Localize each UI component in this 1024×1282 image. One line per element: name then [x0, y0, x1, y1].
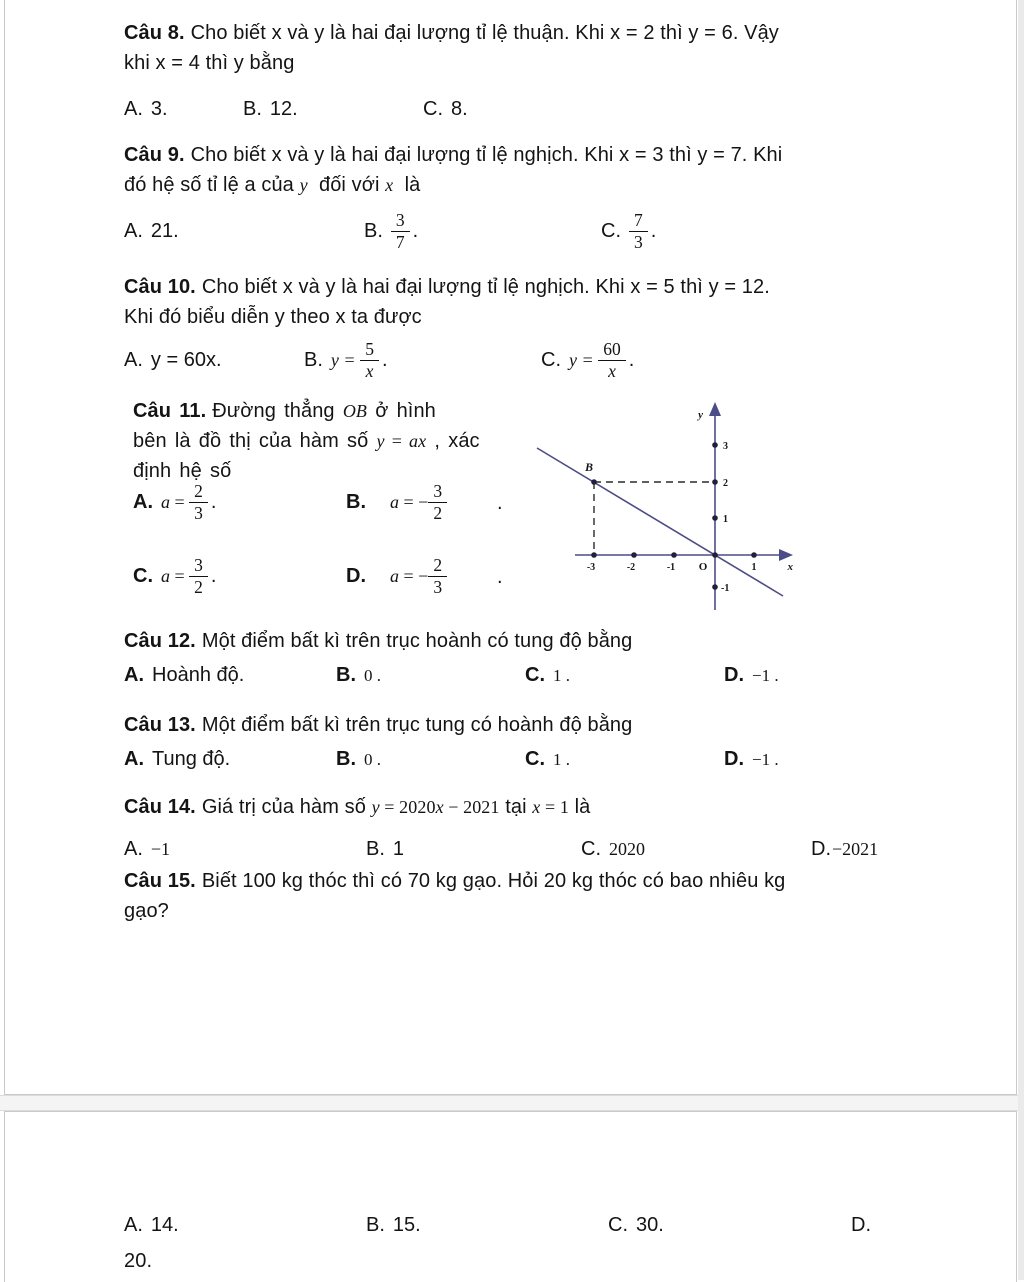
fraction: $\frac{60}{x}$ [598, 339, 626, 380]
svg-text:-1: -1 [721, 583, 730, 594]
question-8-text-line1: Cho biết x và y là hai đại lượng tỉ lệ thuận. Khi x = 2 thì y = 6. Vậy [190, 22, 779, 44]
option-b: B. 15. [366, 1214, 421, 1236]
y-axis-arrow-icon [709, 402, 721, 416]
question-14-label: Câu 14. [124, 796, 196, 818]
exam-page-1 [4, 0, 1017, 1095]
option-b: B. 0 . [336, 664, 381, 686]
fraction: $\frac{3}{2}$ [428, 481, 447, 522]
question-9-label: Câu 9. [124, 144, 185, 166]
trailing-period: . [497, 566, 503, 588]
question-8 [124, 18, 914, 78]
question-10: Câu 10. Cho biết x và y là hai đại lượng tỉ lệ nghịch. Khi x = 5 thì y = 12. Khi đó biểu diễn y theo x ta được [124, 276, 770, 328]
origin-label: O [698, 561, 708, 573]
svg-text:1: 1 [723, 514, 728, 525]
question-15-label: Câu 15. [124, 870, 196, 892]
option-a: A. 3. [124, 98, 168, 120]
fraction: $\frac{3}{7}$ [391, 210, 410, 251]
question-9-options [5, 202, 1018, 260]
fraction: $\frac{2}{3}$ [189, 481, 208, 522]
math-y: y [299, 175, 308, 195]
svg-text:1: 1 [751, 562, 757, 573]
option-b: B. a = − $\frac{3}{2}$ [346, 474, 447, 530]
question-12-label: Câu 12. [124, 630, 196, 652]
question-13: Câu 13. Một điểm bất kì trên trục tung có hoành độ bằng [124, 714, 633, 736]
option-c: C. 1 . [525, 748, 570, 770]
option-d: D. a = − $\frac{2}{3}$ [346, 548, 447, 604]
svg-text:-3: -3 [586, 562, 596, 573]
question-8-options [5, 98, 1018, 126]
question-13-label: Câu 13. [124, 714, 196, 736]
math-OB: OB [342, 401, 368, 421]
question-8-label: Câu 8. [124, 22, 185, 44]
x-axis-arrow-icon [779, 549, 793, 561]
option-d: D. [851, 1214, 871, 1236]
point-B [591, 479, 597, 485]
question-11-label: Câu 11. [133, 400, 207, 422]
option-b: B. 1 [366, 838, 405, 860]
trailing-period: . [497, 492, 503, 514]
question-15-options [5, 1214, 1018, 1242]
y-axis-label: y [698, 409, 703, 421]
option-c: C. 30. [608, 1214, 664, 1236]
question-11: Câu 11. Đường thẳng OB ở hình bên là đồ thị của hàm số y = ax , xác định hệ số [133, 400, 480, 482]
option-d: D.−2021 [811, 838, 879, 860]
svg-text:-2: -2 [626, 562, 636, 573]
exam-page-2 [4, 1111, 1017, 1282]
fraction: $\frac{7}{3}$ [629, 210, 648, 251]
option-b: B. 0 . [336, 748, 381, 770]
fraction: $\frac{2}{3}$ [428, 555, 447, 596]
option-c: C. a = $\frac{3}{2}$ . [133, 555, 217, 597]
x-axis-label: x [787, 561, 793, 573]
option-b: B. 12. [243, 98, 298, 120]
svg-text:2: 2 [723, 478, 728, 489]
option-a: A. y = 60x. [124, 348, 222, 371]
option-a: A. 21. [124, 219, 179, 242]
math-x: x [385, 175, 394, 195]
point-B-label: B [584, 460, 594, 474]
question-11-options-row2 [5, 548, 545, 604]
fraction: $\frac{5}{x}$ [360, 339, 379, 380]
option-c: C. y = $\frac{60}{x}$ . [541, 339, 635, 381]
option-c: C. 2020 [581, 838, 645, 860]
option-c: C. 8. [423, 98, 468, 120]
right-gutter [1018, 0, 1024, 1280]
option-d-value-wrapped: 20. [124, 1250, 153, 1272]
question-13-options [5, 748, 1018, 776]
page-separator [0, 1095, 1024, 1111]
option-d: D. −1 . [724, 748, 779, 770]
question-14: Câu 14. Giá trị của hàm số y = 2020x − 2021 tại x = 1 là [124, 796, 591, 818]
svg-text:-1: -1 [666, 562, 676, 573]
graph-figure [527, 400, 799, 614]
svg-text:3: 3 [723, 441, 728, 452]
question-15: Câu 15. Biết 100 kg thóc thì có 70 kg gạo. Hỏi 20 kg thóc có bao nhiêu kg gạo? [124, 870, 786, 922]
question-12-options [5, 664, 1018, 692]
question-12: Câu 12. Một điểm bất kì trên trục hoành có tung độ bằng [124, 630, 633, 652]
option-c: C. 1 . [525, 664, 570, 686]
question-8-text-line2: khi x = 4 thì y bằng [124, 52, 295, 74]
question-10-label: Câu 10. [124, 276, 196, 298]
line-OB [537, 448, 783, 596]
option-a: A. a = $\frac{2}{3}$ . [133, 481, 217, 523]
option-b: B. $\frac{3}{7}$ . [364, 210, 419, 252]
option-a: A. Tung độ. [124, 748, 231, 770]
option-a: A. −1 [124, 838, 171, 860]
question-11-options-row1 [5, 474, 545, 530]
question-9: Câu 9. Cho biết x và y là hai đại lượng tỉ lệ nghịch. Khi x = 3 thì y = 7. Khi đó hệ số tỉ lệ a của y đối với x là [124, 144, 783, 196]
option-d: D. −1 . [724, 664, 779, 686]
option-c: C. $\frac{7}{3}$ . [601, 210, 657, 252]
option-b: B. y = $\frac{5}{x}$ . [304, 339, 388, 381]
option-a: A. 14. [124, 1214, 179, 1236]
question-10-options [5, 330, 1018, 390]
question-14-options [5, 838, 1018, 866]
fraction: $\frac{3}{2}$ [189, 555, 208, 596]
option-a: A. Hoành độ. [124, 664, 245, 686]
